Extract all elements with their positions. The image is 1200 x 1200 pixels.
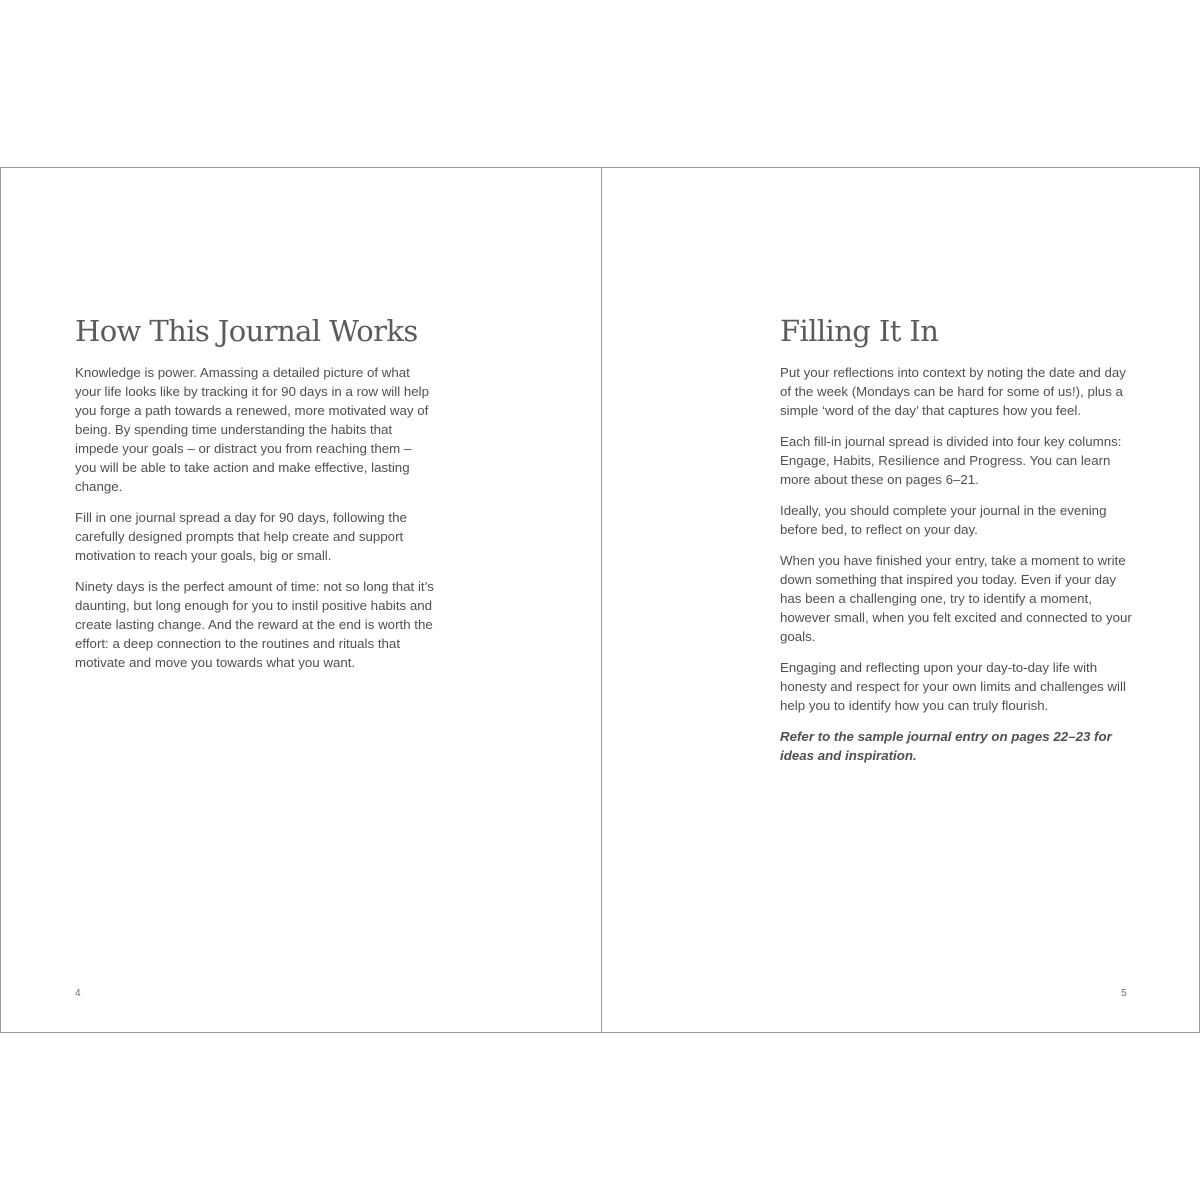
right-paragraph-4: When you have finished your entry, take a moment to write down something that inspired you today. Even if your day has been a challenging one, try to identify a moment, however small, when you felt excited and connected to your goals.: [780, 553, 1132, 644]
left-paragraph-1: Knowledge is power. Amassing a detailed picture of what your life looks like by tracking it for 90 days in a row will help you forge a path towards a renewed, more motivated way of being. By spending time understanding the habits that impede your goals – or distract you from reaching them – you will be able to take action and make effective, lasting change.: [75, 365, 429, 494]
right-page-title: Filling It In: [780, 314, 939, 348]
right-note: Refer to the sample journal entry on pages 22–23 for ideas and inspiration.: [780, 729, 1112, 763]
book-spread: [0, 167, 1200, 1033]
right-page-content: [780, 313, 1140, 777]
left-paragraph-2: Fill in one journal spread a day for 90 days, following the carefully designed prompts that help create and support motivation to reach your goals, big or small.: [75, 510, 407, 563]
left-page: [1, 168, 600, 1032]
right-paragraph-5: Engaging and reflecting upon your day-to-day life with honesty and respect for your own limits and challenges will help you to identify how you can truly flourish.: [780, 660, 1126, 713]
left-page-content: [75, 313, 435, 684]
right-paragraph-3: Ideally, you should complete your journal in the evening before bed, to reflect on your day.: [780, 503, 1107, 537]
right-page: [602, 168, 1200, 1032]
left-page-number: 4: [75, 988, 81, 999]
right-paragraph-1: Put your reflections into context by noting the date and day of the week (Mondays can be hard for some of us!), plus a simple ‘word of the day’ that captures how you feel.: [780, 365, 1126, 418]
left-paragraph-3: Ninety days is the perfect amount of time: not so long that it’s daunting, but long enough for you to instil positive habits and create lasting change. And the reward at the end is worth the effort: a deep connection to the routines and rituals that motivate and move you towards what you want.: [75, 579, 434, 670]
right-paragraph-2: Each fill-in journal spread is divided into four key columns: Engage, Habits, Resilience and Progress. You can learn more about these on pages 6–21.: [780, 434, 1122, 487]
left-page-title: How This Journal Works: [75, 314, 418, 348]
right-page-number: 5: [1121, 988, 1127, 999]
